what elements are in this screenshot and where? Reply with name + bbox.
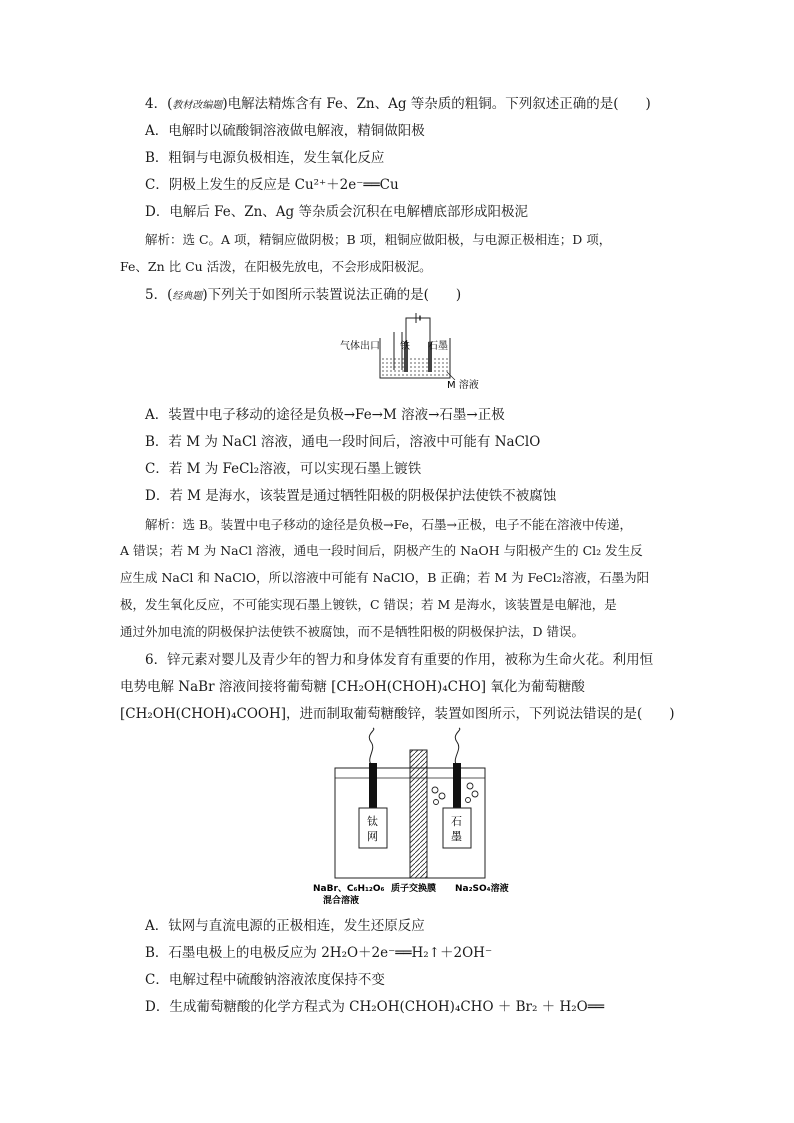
q4-stem-text: )电解法精炼含有 Fe、Zn、Ag 等杂质的粗铜。下列叙述正确的是( ) — [222, 96, 651, 112]
q5-option-d: D．若 M 是海水，该装置是通过牺牲阳极的阴极保护法使铁不被腐蚀 — [145, 488, 557, 504]
q5-option-c: C．若 M 为 FeCl₂溶液，可以实现石墨上镀铁 — [145, 461, 422, 477]
q4-option-b: B．粗铜与电源负极相连，发生氧化反应 — [145, 150, 385, 166]
q5-analysis-line: A 错误；若 M 为 NaCl 溶液，通电一段时间后，阴极产生的 NaOH 与阳极产生的 Cl₂ 发生反 — [120, 543, 643, 558]
q6-option-b: B．石墨电极上的电极反应为 2H₂O＋2e⁻══H₂↑＋2OH⁻ — [145, 945, 493, 961]
q6-proton-exchange-membrane — [410, 750, 427, 878]
q5-option-b: B．若 M 为 NaCl 溶液，通电一段时间后，溶液中可能有 NaClO — [145, 434, 541, 450]
q4-source-tag: 教材改编题 — [172, 100, 223, 111]
q4-analysis-line: Fe、Zn 比 Cu 活泼，在阳极先放电，不会形成阳极泥。 — [120, 259, 432, 274]
q5-electrolysis-figure — [340, 310, 479, 395]
q5-solution-fill — [382, 359, 448, 375]
q4-option-c: C．阴极上发生的反应是 Cu²⁺＋2e⁻══Cu — [145, 177, 399, 193]
q5-analysis-line: 通过外加电流的阴极保护法使铁不被腐蚀，而不是牺牲阳极的阴极保护法，D 错误。 — [120, 624, 584, 639]
q6-left-electrode-rod — [369, 763, 377, 808]
q5-stem-text: )下列关于如图所示装置说法正确的是( ) — [202, 287, 462, 303]
q6-right-wire — [455, 728, 460, 766]
q5-number: 5．( — [145, 287, 173, 303]
q4-analysis-line: 解析：选 C。A 项，精铜应做阴极；B 项，粗铜应做阳极，与电源正极相连；D 项， — [145, 232, 612, 247]
q6-stem-line: [CH₂OH(CHOH)₄COOH]，进而制取葡萄糖酸锌，装置如图所示，下列说法错误的是( ) — [120, 706, 675, 722]
q6-left-wire — [369, 728, 374, 766]
q6-right-electrode-rod — [453, 763, 461, 808]
q6-electrode-label: 墨 — [451, 830, 462, 843]
q4-option-a: A．电解时以硫酸铜溶液做电解液，精铜做阳极 — [145, 123, 425, 139]
q5-graphite-label: 石墨 — [428, 341, 448, 352]
q5-option-a: A．装置中电子移动的途径是负极→Fe→M 溶液→石墨→正极 — [145, 407, 505, 423]
q6-electrode-label: 石 — [451, 815, 462, 828]
q6-stem-line: 6．锌元素对婴儿及青少年的智力和身体发育有重要的作用，被称为生命火花。利用恒 — [145, 652, 654, 668]
q5-stem — [145, 286, 461, 306]
q4-stem — [145, 95, 651, 115]
q6-membrane-label: 质子交换膜 — [391, 884, 437, 894]
q6-stem-line: 电势电解 NaBr 溶液间接将葡萄糖 [CH₂OH(CHOH)₄CHO] 氧化为葡萄糖酸 — [120, 679, 585, 695]
q6-right-solution-label: Na₂SO₄溶液 — [455, 884, 509, 894]
q5-circuit-wire — [406, 318, 430, 342]
q6-electrode-label: 钛 — [367, 815, 378, 828]
q6-left-solution-label: NaBr、C₆H₁₂O₆ — [313, 884, 385, 894]
q6-option-a: A．钛网与直流电源的正极相连，发生还原反应 — [145, 918, 425, 934]
q6-option-c: C．电解过程中硫酸钠溶液浓度保持不变 — [145, 972, 385, 988]
q6-electrode-label: 网 — [367, 830, 378, 843]
q5-iron-label: 铁 — [400, 341, 410, 352]
q5-gas-outlet-label: 气体出口 — [340, 341, 380, 352]
q5-analysis-line: 极，发生氧化反应，不可能实现石墨上镀铁，C 错误；若 M 是海水，该装置是电解池，是 — [120, 597, 617, 612]
q6-left-solution-label: 混合溶液 — [323, 896, 360, 906]
q5-source-tag: 经典题 — [172, 291, 203, 302]
q4-option-d: D．电解后 Fe、Zn、Ag 等杂质会沉积在电解槽底部形成阳极泥 — [145, 204, 528, 220]
q6-option-d: D．生成葡萄糖酸的化学方程式为 CH₂OH(CHOH)₄CHO ＋ Br₂ ＋ H₂O══ — [145, 999, 604, 1015]
q5-analysis-line: 应生成 NaCl 和 NaClO，所以溶液中可能有 NaClO，B 正确；若 M 为 FeCl₂溶液，石墨为阳 — [120, 570, 650, 585]
q5-solution-label: M 溶液 — [447, 380, 479, 391]
q6-electrolysis-figure — [305, 728, 515, 908]
q4-number: 4．( — [145, 96, 173, 112]
q5-analysis-line: 解析：选 B。装置中电子移动的途径是负极→Fe，石墨→正极，电子不能在溶液中传递， — [145, 517, 632, 532]
